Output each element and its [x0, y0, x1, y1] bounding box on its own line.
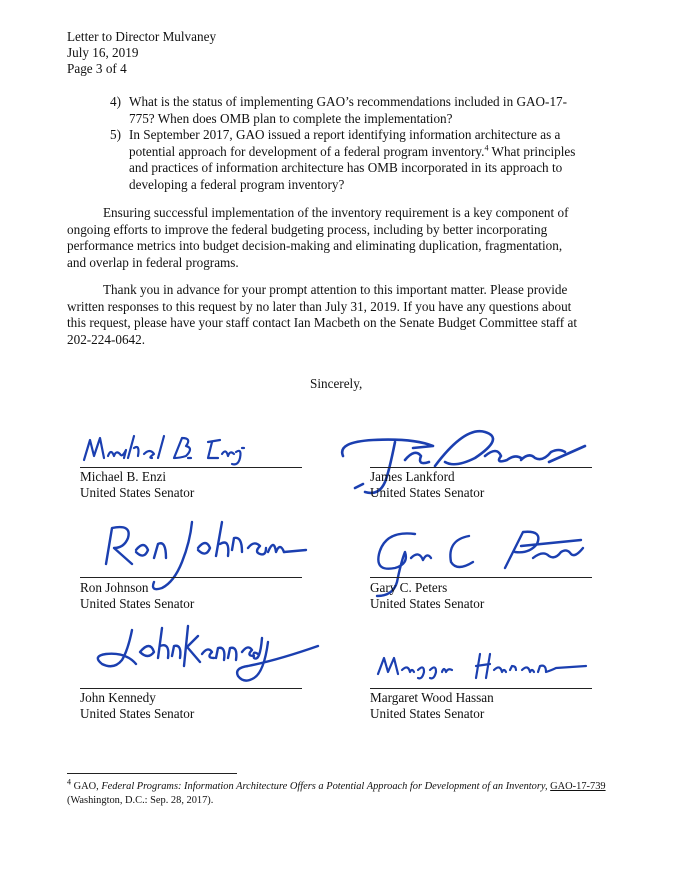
signatory-title: United States Senator	[370, 596, 485, 611]
signature-line	[370, 467, 592, 468]
question-item-4	[110, 94, 630, 128]
signature-line	[80, 688, 302, 689]
signatory-name: Michael B. Enzi	[80, 469, 167, 484]
footnote: $^4$ GAO, Federal Programs: Information Architecture Offers a Potential Approach for Development of an Inventory, GAO-17-739 (Washington, D.C.: Sep. 28, 2017).	[67, 777, 606, 806]
signatory-title: United States Senator	[80, 485, 195, 500]
footnote-marker: 4	[67, 777, 71, 787]
signatory-name: Margaret Wood Hassan	[370, 690, 494, 705]
paragraph-line: and overlap in federal programs.	[67, 254, 239, 270]
paragraph-line: performance metrics into budget decision-making and eliminating duplication, fragmentation,	[67, 238, 563, 253]
question-line: developing a federal program inventory?	[129, 176, 345, 192]
question-line: and practices of information architecture has OMB incorporated in its approach to	[129, 160, 563, 175]
signature-kennedy	[92, 618, 332, 688]
body-paragraph-2	[67, 282, 615, 348]
signature-hassan	[372, 648, 592, 688]
footnote-title: Federal Programs: Information Architecture Offers a Potential Approach for Development of an Inventory,	[101, 781, 548, 792]
paragraph-line: Thank you in advance for your prompt attention to this important matter. Please provide	[103, 282, 568, 297]
signatory-title: United States Senator	[80, 596, 195, 611]
signatory-title: United States Senator	[80, 706, 195, 721]
signatory-name: John Kennedy	[80, 690, 156, 705]
letter-header-page: Page 3 of 4	[67, 61, 127, 76]
paragraph-line: ongoing efforts to improve the federal budgeting process, including by better incorporating	[67, 221, 548, 237]
footnote-link[interactable]: GAO-17-739	[550, 781, 606, 792]
footnote-ref: 4	[484, 143, 489, 153]
closing-salutation: Sincerely,	[310, 376, 363, 391]
signatory-title: United States Senator	[370, 706, 485, 721]
signature-line	[80, 577, 302, 578]
footnote-rule	[67, 773, 237, 774]
question-line: What is the status of implementing GAO’s recommendations included in GAO-17-	[129, 94, 568, 109]
signatory-name: Gary C. Peters	[370, 580, 448, 595]
signature-line	[370, 577, 592, 578]
paragraph-line: this request, please have your staff contact Ian Macbeth on the Senate Budget Committee staff at	[67, 315, 578, 330]
signatory-name: Ron Johnson	[80, 580, 149, 595]
paragraph-line: 202-224-0642.	[67, 331, 146, 347]
paragraph-line: written responses to this request by no later than July 31, 2019. If you have any questions about	[67, 298, 572, 314]
signatory-title: United States Senator	[370, 485, 485, 500]
question-number: 4)	[110, 94, 121, 109]
signatory-name: James Lankford	[370, 469, 455, 484]
body-paragraph-1	[67, 205, 615, 271]
signature-line	[370, 688, 592, 689]
question-line: In September 2017, GAO issued a report identifying information architecture as a	[129, 127, 561, 142]
question-number: 5)	[110, 127, 121, 142]
question-line: 775? When does OMB plan to complete the implementation?	[129, 110, 453, 126]
signature-line	[80, 467, 302, 468]
question-line: potential approach for development of a federal program inventory.$^4$ What principles	[129, 143, 576, 159]
letter-header-date: July 16, 2019	[67, 45, 139, 60]
paragraph-line: Ensuring successful implementation of the inventory requirement is a key component of	[103, 205, 569, 220]
question-item-5	[110, 127, 630, 195]
letter-header-recipient: Letter to Director Mulvaney	[67, 29, 217, 44]
signature-enzi	[80, 428, 260, 468]
